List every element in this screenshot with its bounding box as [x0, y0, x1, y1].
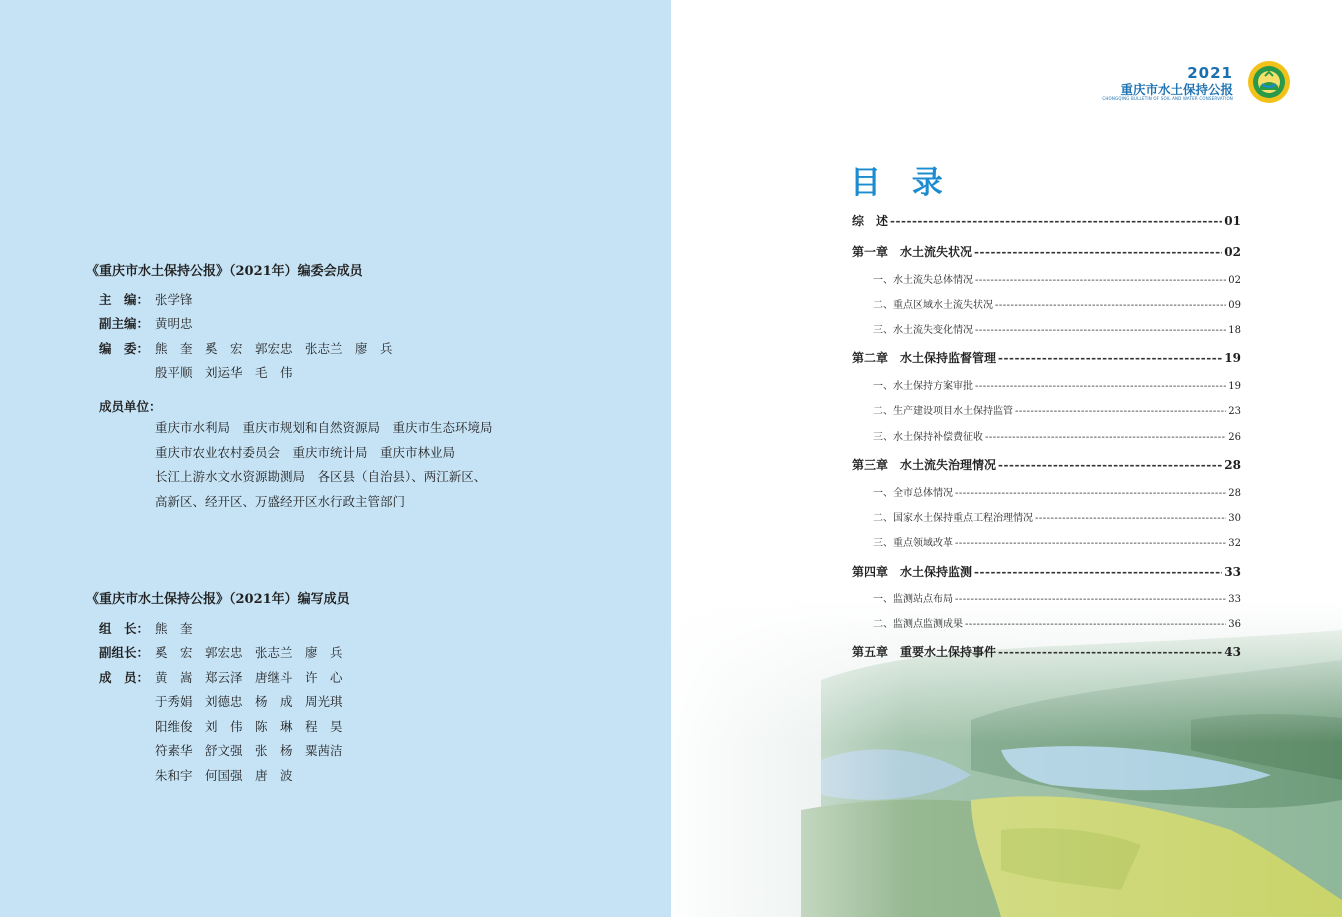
toc-entry-label: 第三章 水土流失治理情况: [852, 458, 997, 472]
toc-entry-page: 19: [1224, 351, 1241, 365]
toc-entry-page: 02: [1224, 245, 1241, 259]
leader-dots: [965, 619, 1226, 630]
role-label: 副组长：: [99, 645, 150, 660]
role-label: 副主编：: [99, 316, 150, 331]
role-names: 阳维俊 刘 伟 陈 琳 程 昊: [155, 719, 343, 734]
unit-line: 长江上游水文水资源勘测局 各区县（自治县）、两江新区、: [155, 469, 487, 484]
toc-entry-label: 第一章 水土流失状况: [852, 245, 973, 259]
leader-dots: [998, 458, 1222, 472]
toc-entry[interactable]: [852, 590, 1241, 605]
toc-entry-page: 36: [1228, 619, 1241, 630]
toc-entry[interactable]: [852, 456, 1241, 473]
units-label: 成员单位：: [99, 399, 162, 414]
toc-entry-label: 二、重点区域水土流失状况: [873, 300, 993, 311]
role-names: 熊 奎 奚 宏 郭宏忠 张志兰 廖 兵: [155, 341, 393, 356]
toc-entry-page: 09: [1228, 300, 1241, 311]
toc-entry[interactable]: [852, 377, 1241, 392]
role-names: 符素华 舒文强 张 杨 粟茜洁: [155, 743, 343, 758]
leader-dots: [995, 300, 1226, 311]
leader-dots: [974, 245, 1222, 259]
toc-entry-page: 28: [1224, 458, 1241, 472]
toc-entry[interactable]: [852, 243, 1241, 260]
role-names: 熊 奎: [155, 621, 193, 636]
unit-line: 高新区、经开区、万盛经开区水行政主管部门: [155, 494, 406, 509]
toc-entry-page: 19: [1228, 381, 1241, 392]
toc-entry-label: 一、全市总体情况: [873, 488, 953, 499]
toc-entry-label: 三、重点领域改革: [873, 538, 953, 549]
toc-entry-page: 32: [1228, 538, 1241, 549]
role-label: 组 长：: [99, 621, 150, 636]
toc-entry-label: 三、水土保持补偿费征收: [873, 432, 983, 443]
toc-entry-label: 一、监测站点布局: [873, 594, 953, 605]
leader-dots: [975, 325, 1226, 336]
leader-dots: [955, 538, 1226, 549]
unit-line: 重庆市农业农村委员会 重庆市统计局 重庆市林业局: [155, 445, 456, 460]
toc-entry[interactable]: [852, 643, 1241, 660]
leader-dots: [890, 214, 1222, 228]
toc-entry-label: 三、水土流失变化情况: [873, 325, 973, 336]
writers-title: 《重庆市水土保持公报》（2021年）编写成员: [86, 592, 350, 607]
toc-entry-label: 一、水土流失总体情况: [873, 275, 973, 286]
toc-entry-label: 二、生产建设项目水土保持监管: [873, 406, 1013, 417]
role-label: 成 员：: [99, 670, 150, 685]
logo-title: 重庆市水土保持公报: [1120, 82, 1233, 97]
right-page: [671, 0, 1342, 917]
toc-entry-page: 18: [1228, 325, 1241, 336]
toc-entry-page: 23: [1228, 406, 1241, 417]
leader-dots: [975, 275, 1226, 286]
toc-entry[interactable]: [852, 349, 1241, 366]
role-label: 主 编：: [99, 292, 150, 307]
toc-entry-label: 第二章 水土保持监督管理: [852, 351, 997, 365]
role-label: 编 委：: [99, 341, 150, 356]
toc-entry-label: 第四章 水土保持监测: [852, 565, 973, 579]
leader-dots: [985, 432, 1226, 443]
bulletin-logo: [1102, 62, 1291, 104]
leader-dots: [975, 381, 1226, 392]
toc-entry-page: 33: [1224, 565, 1241, 579]
toc-entry-label: 综 述: [852, 214, 889, 228]
leader-dots: [998, 645, 1222, 659]
toc-entry-page: 28: [1228, 488, 1241, 499]
role-names: 奚 宏 郭宏忠 张志兰 廖 兵: [155, 645, 343, 660]
leader-dots: [955, 594, 1226, 605]
toc-entry-page: 33: [1228, 594, 1241, 605]
toc-entry[interactable]: [852, 563, 1241, 580]
toc-entry[interactable]: [852, 509, 1241, 524]
toc-title: 目 录: [850, 165, 953, 201]
leader-dots: [1015, 406, 1226, 417]
toc-entry[interactable]: [852, 271, 1241, 286]
toc-entry-page: 43: [1224, 645, 1241, 659]
toc-entry-page: 02: [1228, 275, 1241, 286]
bulletin-emblem-icon: [1247, 60, 1291, 104]
leader-dots: [974, 565, 1222, 579]
toc-entry-label: 二、国家水土保持重点工程治理情况: [873, 513, 1033, 524]
toc-entry-label: 二、监测点监测成果: [873, 619, 963, 630]
logo-year: 2021: [1187, 64, 1233, 82]
role-names: 于秀娟 刘德忠 杨 成 周光琪: [155, 694, 343, 709]
leader-dots: [998, 351, 1222, 365]
role-names: 殷平顺 刘运华 毛 伟: [155, 365, 293, 380]
leader-dots: [955, 488, 1226, 499]
role-names: 黄 嵩 郑云泽 唐继斗 许 心: [155, 670, 343, 685]
leader-dots: [1035, 513, 1226, 524]
toc-entry[interactable]: [852, 296, 1241, 311]
toc-entry-label: 一、水土保持方案审批: [873, 381, 973, 392]
toc-entry[interactable]: [852, 615, 1241, 630]
toc-entry-page: 01: [1224, 214, 1241, 228]
toc-entry[interactable]: [852, 212, 1241, 229]
logo-subtitle: CHONGQING BULLETIN OF SOIL AND WATER CONSERVATION: [1102, 96, 1233, 101]
toc-entry[interactable]: [852, 321, 1241, 336]
toc-entry-page: 26: [1228, 432, 1241, 443]
role-names: 黄明忠: [155, 316, 193, 331]
role-names: 张学锋: [155, 292, 193, 307]
toc-entry-page: 30: [1228, 513, 1241, 524]
toc-entry[interactable]: [852, 428, 1241, 443]
toc-entry[interactable]: [852, 534, 1241, 549]
unit-line: 重庆市水利局 重庆市规划和自然资源局 重庆市生态环境局: [155, 420, 493, 435]
toc-entry[interactable]: [852, 402, 1241, 417]
toc-entry[interactable]: [852, 484, 1241, 499]
toc-entry-label: 第五章 重要水土保持事件: [852, 645, 997, 659]
role-names: 朱和宇 何国强 唐 波: [155, 768, 293, 783]
editorial-committee-title: 《重庆市水土保持公报》（2021年）编委会成员: [86, 264, 363, 279]
